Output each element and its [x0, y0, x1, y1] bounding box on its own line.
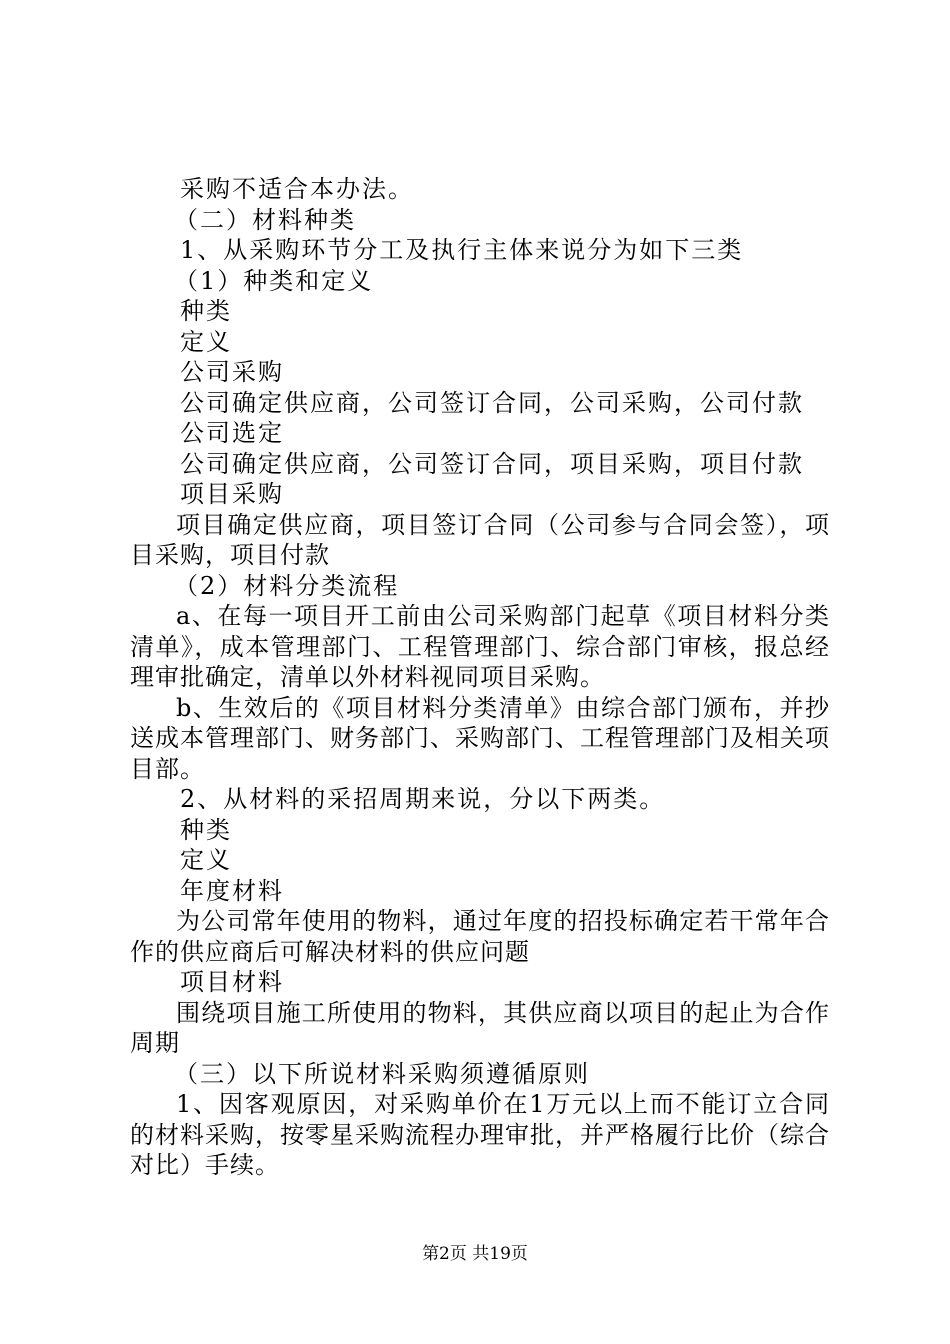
- paragraph: 1、因客观原因，对采购单价在1万元以上而不能订立合同的材料采购，按零星采购流程办理审批，并严格履行比价（综合对比）手续。: [130, 1090, 830, 1179]
- text-line: 公司选定: [180, 419, 284, 447]
- text-line: 年度材料: [180, 876, 284, 905]
- text-line: 2、从材料的采招周期来说，分以下两类。: [180, 785, 666, 813]
- text-line: 定义: [180, 327, 232, 356]
- text-line: 项目采购: [180, 480, 284, 508]
- text-line: 公司确定供应商，公司签订合同，项目采购，项目付款: [180, 449, 804, 478]
- text-line: 种类: [180, 815, 232, 844]
- subsection-heading: （2）材料分类流程: [174, 571, 400, 600]
- paragraph: 项目确定供应商，项目签订合同（公司参与合同会签），项目采购，项目付款: [130, 510, 830, 569]
- section-heading: （三）以下所说材料采购须遵循原则: [174, 1059, 590, 1088]
- paragraph: 为公司常年使用的物料，通过年度的招投标确定若干常年合作的供应商后可解决材料的供应问题: [130, 907, 830, 966]
- text-line: 公司采购: [180, 358, 284, 386]
- subsection-heading: （1）种类和定义: [174, 266, 374, 295]
- text-line: 采购不适合本办法。: [180, 175, 414, 203]
- document-body: [130, 174, 830, 1181]
- paragraph: b、生效后的《项目材料分类清单》由综合部门颁布，并抄送成本管理部门、财务部门、采购部门、工程管理部门及相关项目部。: [130, 693, 830, 783]
- paragraph: a、在每一项目开工前由公司采购部门起草《项目材料分类清单》，成本管理部门、工程管理部门、综合部门审核，报总经理审批确定，清单以外材料视同项目采购。: [130, 602, 830, 691]
- text-line: 项目材料: [180, 968, 284, 996]
- text-line: 种类: [180, 297, 232, 325]
- page-footer: 第2页 共19页: [422, 1244, 528, 1264]
- section-heading: （二）材料种类: [174, 205, 356, 234]
- text-line: 公司确定供应商，公司签订合同，公司采购，公司付款: [180, 388, 804, 417]
- paragraph: 围绕项目施工所使用的物料，其供应商以项目的起止为合作周期: [130, 998, 830, 1057]
- text-line: 定义: [180, 846, 232, 874]
- text-line: 1、从采购环节分工及执行主体来说分为如下三类: [180, 236, 744, 264]
